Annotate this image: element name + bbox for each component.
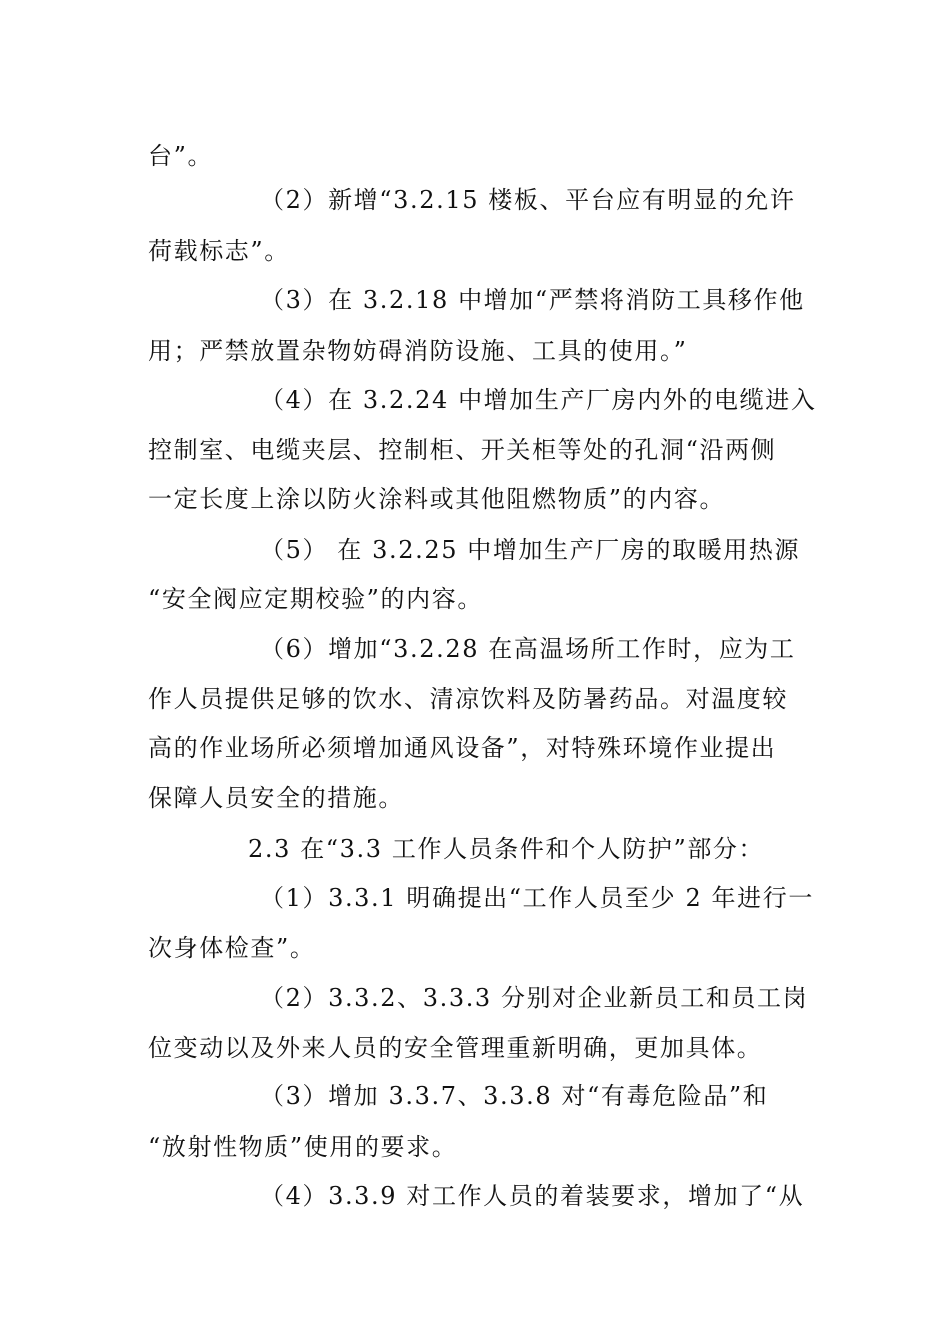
text-line: 高的作业场所必须增加通风设备”，对特殊环境作业提出 xyxy=(148,734,777,762)
text-line: 荷载标志”。 xyxy=(148,237,290,265)
section-heading: 2.3 在“3.3 工作人员条件和个人防护”部分： xyxy=(248,835,765,863)
text-line: （4）在 3.2.24 中增加生产厂房内外的电缆进入 xyxy=(260,386,817,414)
text-line: “安全阀应定期校验”的内容。 xyxy=(148,585,483,613)
text-line: （1）3.3.1 明确提出“工作人员至少 2 年进行一 xyxy=(260,884,814,912)
text-line: 次身体检查”。 xyxy=(148,934,316,962)
text-line: （2）新增“3.2.15 楼板、平台应有明显的允许 xyxy=(260,186,796,214)
text-line: （3）增加 3.3.7、3.3.8 对“有毒危险品”和 xyxy=(260,1082,769,1110)
text-line: “放射性物质”使用的要求。 xyxy=(148,1133,458,1161)
text-line: 作人员提供足够的饮水、清凉饮料及防暑药品。对温度较 xyxy=(148,685,788,713)
text-line: 一定长度上涂以防火涂料或其他阻燃物质”的内容。 xyxy=(148,485,726,513)
text-line: （3）在 3.2.18 中增加“严禁将消防工具移作他 xyxy=(260,286,805,314)
text-line: 用；严禁放置杂物妨碍消防设施、工具的使用。” xyxy=(148,337,688,365)
text-line: 保障人员安全的措施。 xyxy=(148,784,404,812)
text-line: 位变动以及外来人员的安全管理重新明确，更加具体。 xyxy=(148,1034,763,1062)
text-line: 控制室、电缆夹层、控制柜、开关柜等处的孔洞“沿两侧 xyxy=(148,436,777,464)
text-line: 台”。 xyxy=(148,142,214,170)
text-line: （5） 在 3.2.25 中增加生产厂房的取暖用热源 xyxy=(260,536,801,564)
text-line: （2）3.3.2、3.3.3 分别对企业新员工和员工岗 xyxy=(260,984,809,1012)
text-line: （4）3.3.9 对工作人员的着装要求，增加了“从 xyxy=(260,1182,805,1210)
text-line: （6）增加“3.2.28 在高温场所工作时，应为工 xyxy=(260,635,796,663)
